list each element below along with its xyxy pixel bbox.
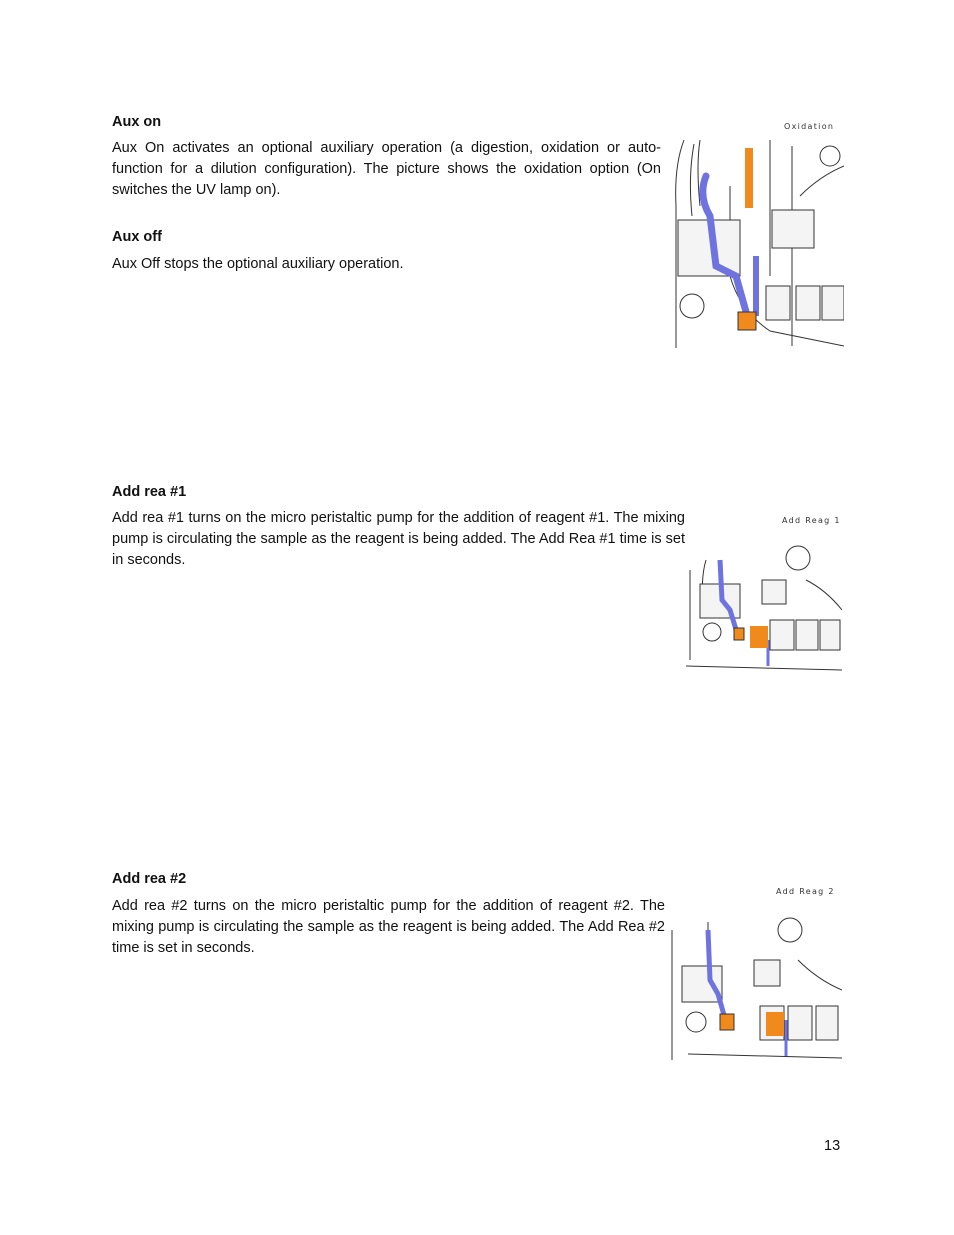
heading-aux-off: Aux off (112, 229, 162, 245)
add-reag-2-figure (668, 910, 842, 1062)
figure-caption-add-reag-1: Add Reag 1 (782, 516, 841, 525)
paragraph-aux-on: Aux On activates an optional auxiliary operation (a digestion, oxidation or auto-function for a dilution configuration). The picture shows the oxidation option (On switches the UV lamp on). (112, 140, 661, 198)
add-reag-1-figure (686, 540, 842, 672)
heading-aux-on: Aux on (112, 114, 162, 130)
oxidation-figure (670, 136, 844, 348)
paragraph-add-rea-2: Add rea #2 turns on the micro peristaltic pump for the addition of reagent #2. The mixing pump is circulating the sample as the reagent is being added. The Add Rea #2 time is set in seconds. (112, 898, 665, 956)
paragraph-add-rea-1: Add rea #1 turns on the micro peristaltic pump for the addition of reagent #1. The mixing pump is circulating the sample as the reagent is being added. The Add Rea #1 time is set in seconds. (112, 510, 685, 568)
heading-add-rea-2: Add rea #2 (112, 871, 187, 887)
figure-caption-oxidation: Oxidation (784, 122, 835, 131)
heading-add-rea-1: Add rea #1 (112, 484, 187, 500)
figure-caption-add-reag-2: Add Reag 2 (776, 887, 835, 896)
page-number: 13 (824, 1138, 841, 1154)
paragraph-aux-off: Aux Off stops the optional auxiliary operation. (112, 256, 404, 272)
